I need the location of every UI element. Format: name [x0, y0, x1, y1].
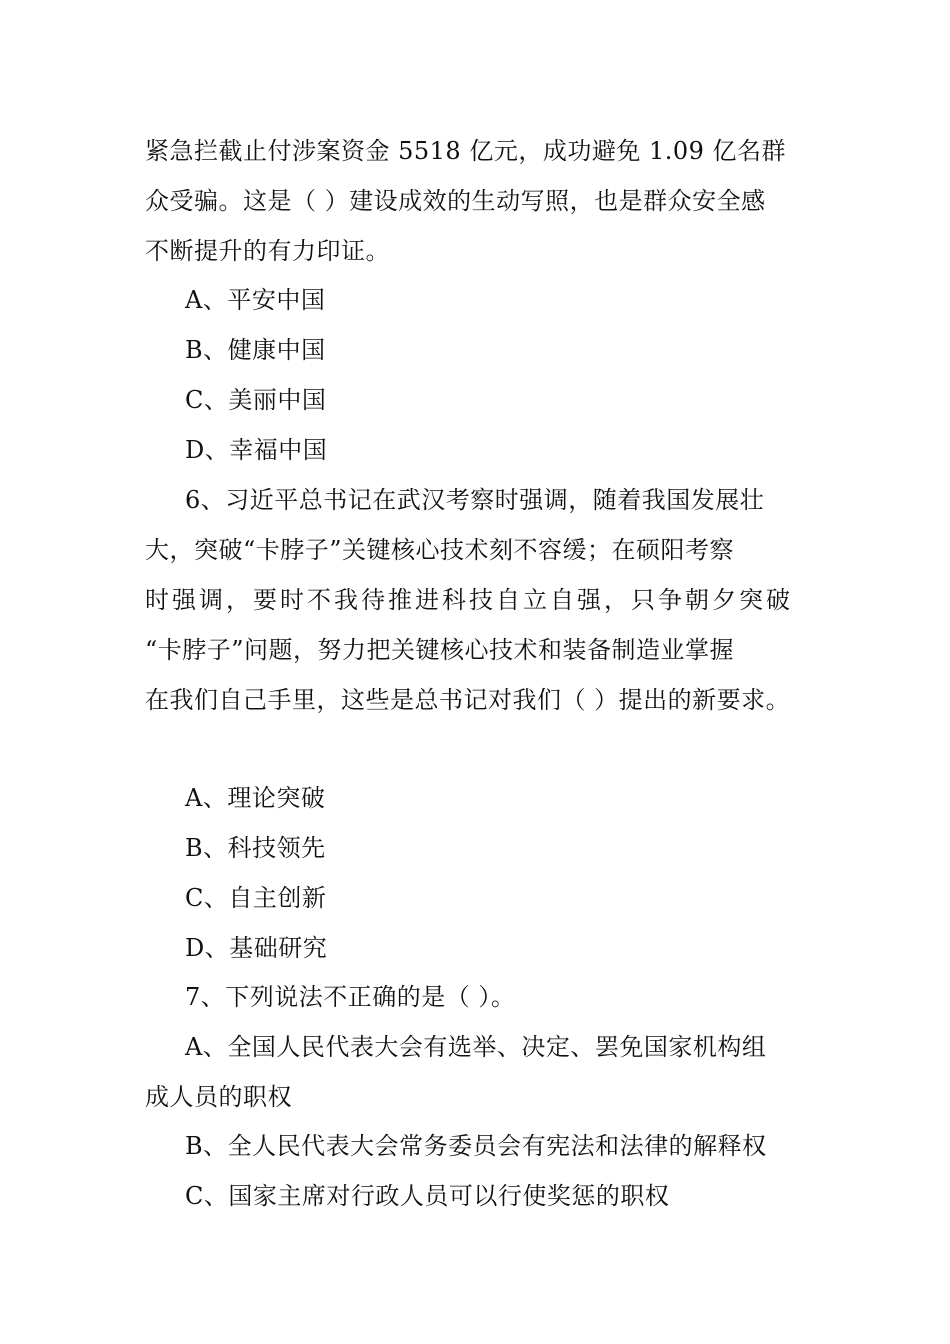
q6-option-a: A、理论突破: [185, 784, 326, 812]
q6-stem-line-3: 时强调，要时不我待推进科技自立自强，只争朝夕突破: [145, 586, 793, 614]
q6-option-c: C、自主创新: [185, 884, 327, 912]
q7-option-c: C、国家主席对行政人员可以行使奖惩的职权: [185, 1182, 670, 1210]
q6-stem-line-1: 6、习近平总书记在武汉考察时强调，随着我国发展壮: [185, 486, 765, 514]
q7-option-b: B、全人民代表大会常务委员会有宪法和法律的解释权: [185, 1132, 767, 1160]
q6-stem-line-5: 在我们自己手里，这些是总书记对我们（ ）提出的新要求。: [145, 686, 791, 714]
q7-option-a-line-1: A、全国人民代表大会有选举、决定、罢免国家机构组: [185, 1033, 767, 1061]
q6-stem-line-2: 大，突破“卡脖子”关键核心技术刻不容缓；在硕阳考察: [145, 536, 735, 564]
q6-option-d: D、基础研究: [185, 934, 328, 962]
q5-stem-line-1: 紧急拦截止付涉案资金 5518 亿元，成功避免 1.09 亿名群: [145, 137, 787, 165]
q5-option-c: C、美丽中国: [185, 386, 327, 414]
q6-option-b: B、科技领先: [185, 834, 326, 862]
q5-option-b: B、健康中国: [185, 336, 326, 364]
q6-stem-line-4: “卡脖子”问题，努力把关键核心技术和装备制造业掌握: [145, 636, 735, 664]
q7-stem: 7、下列说法不正确的是（ ）。: [185, 983, 516, 1011]
q5-option-a: A、平安中国: [185, 286, 326, 314]
q7-option-a-line-2: 成人员的职权: [145, 1083, 292, 1111]
q5-stem-line-3: 不断提升的有力印证。: [145, 237, 390, 265]
q5-stem-line-2: 众受骗。这是（ ）建设成效的生动写照，也是群众安全感: [145, 187, 766, 215]
q5-option-d: D、幸福中国: [185, 436, 328, 464]
